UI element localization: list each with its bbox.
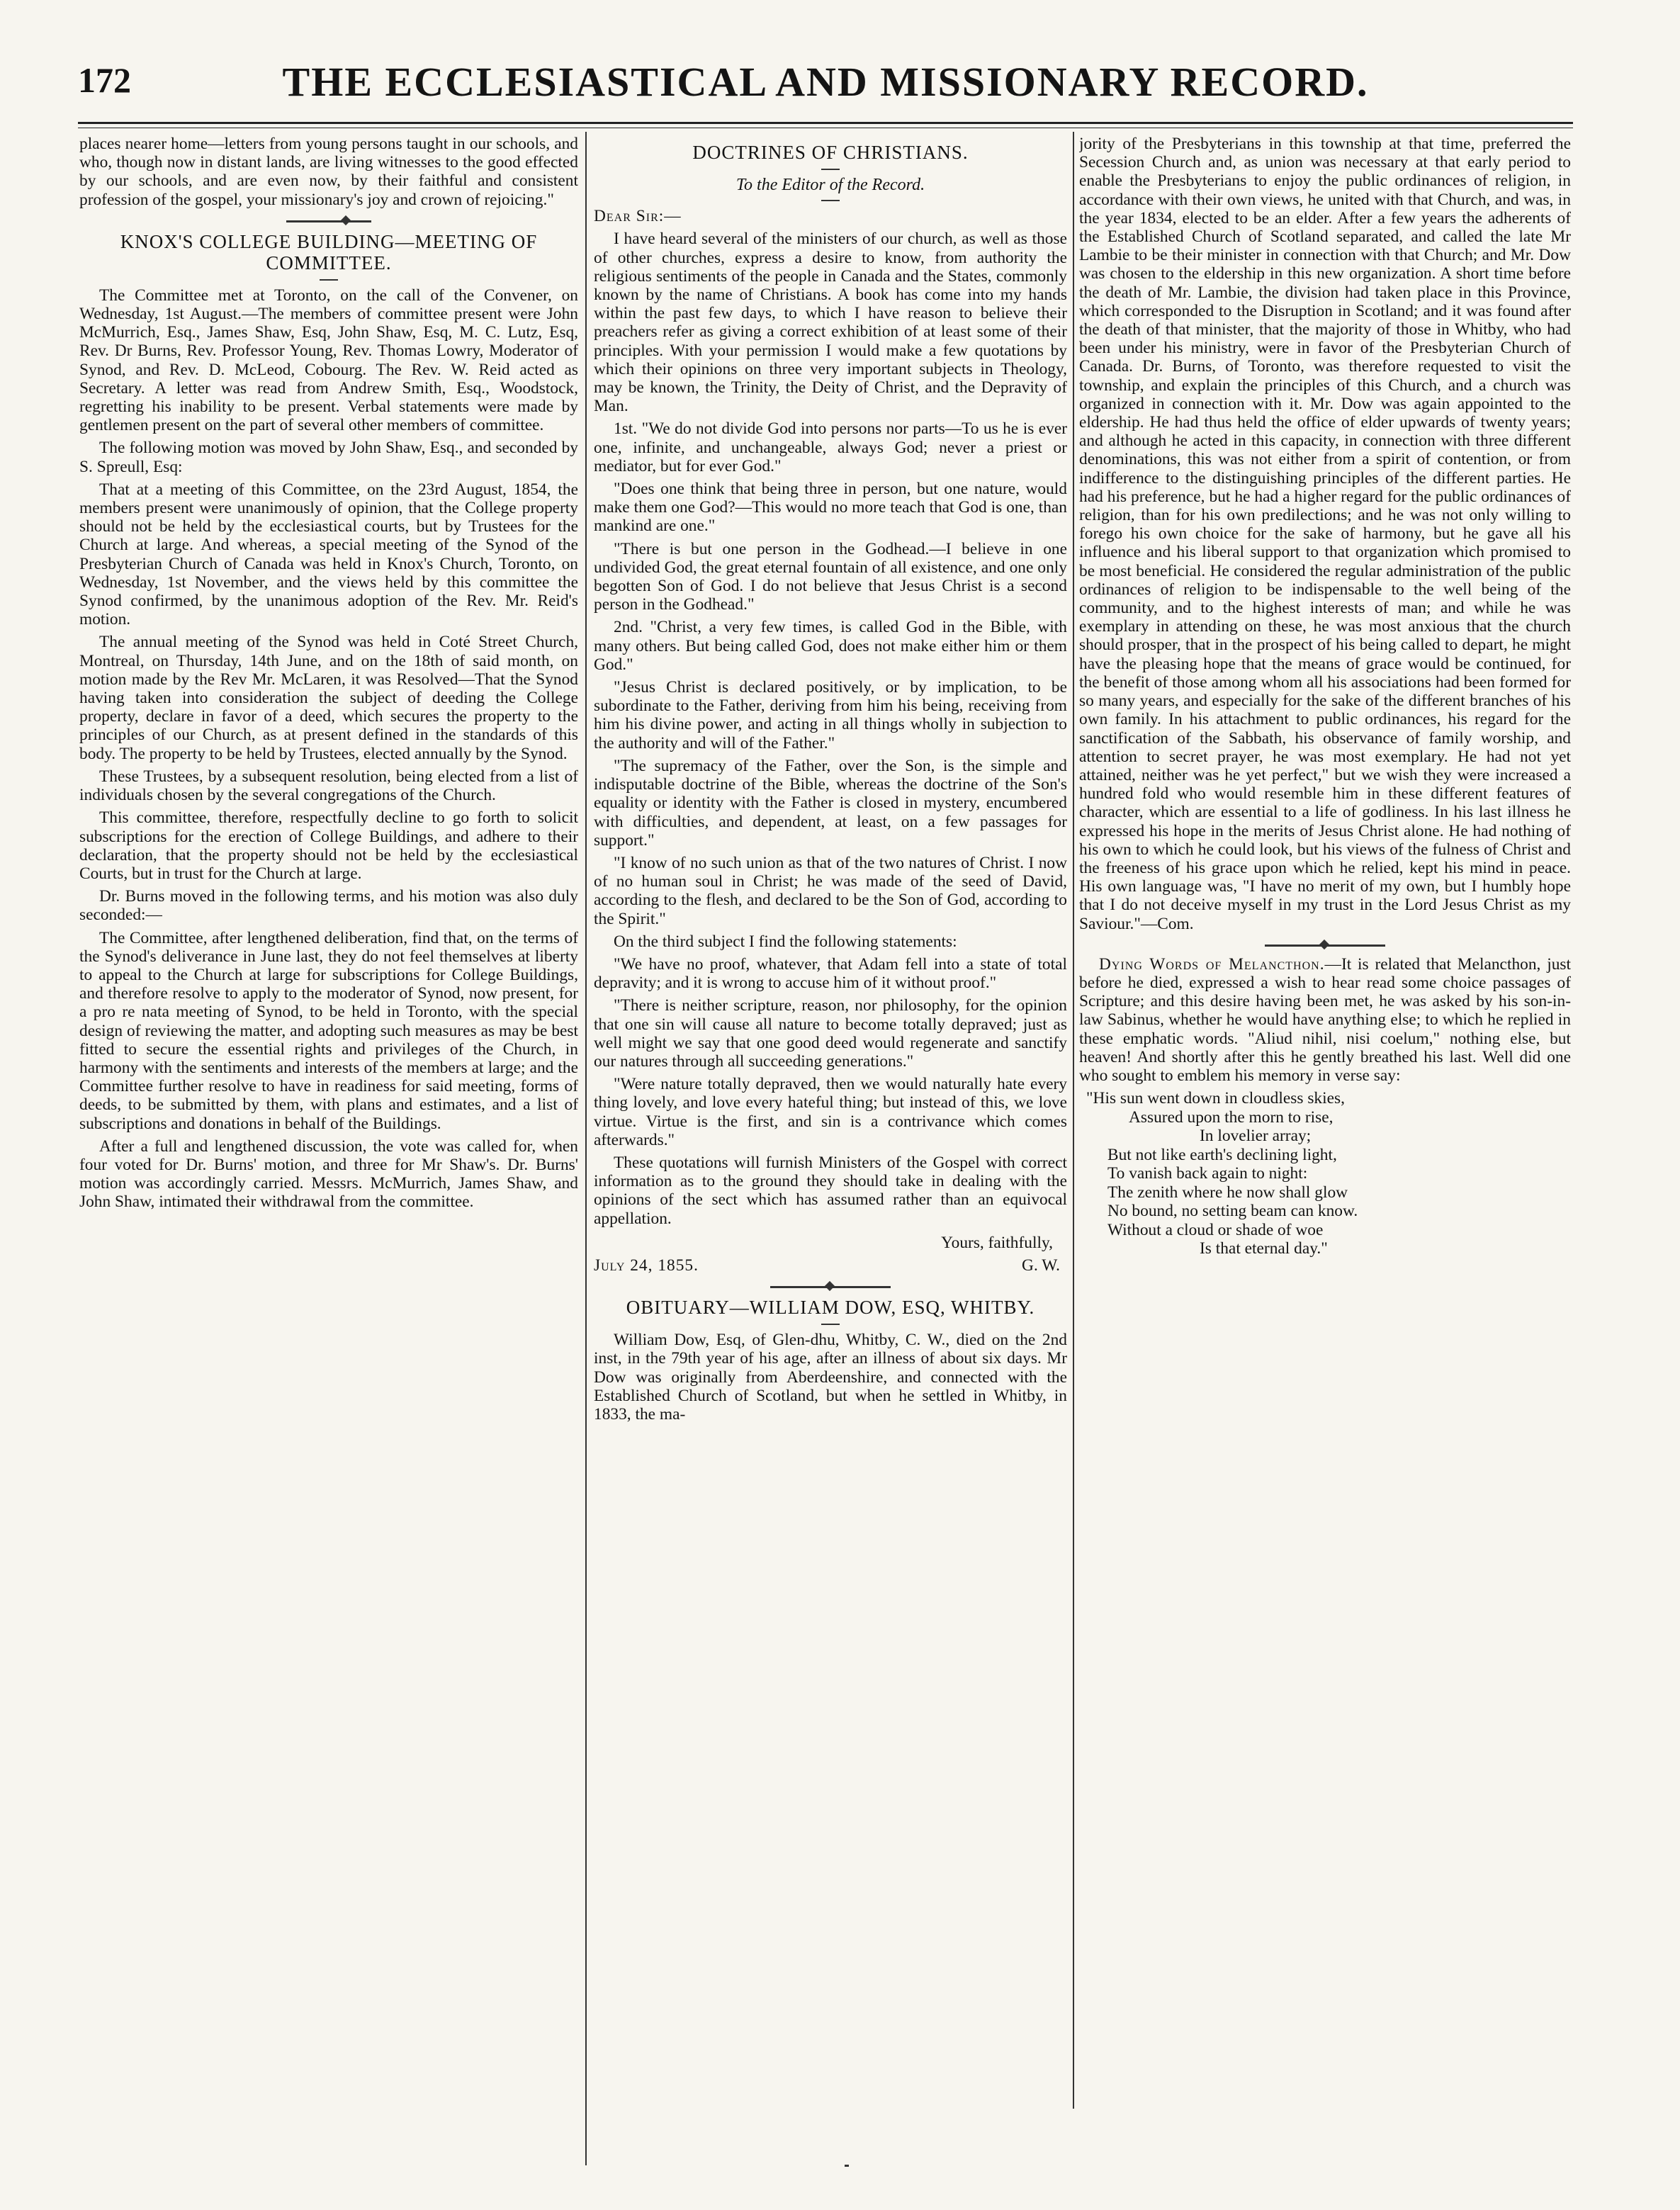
verse-line: Without a cloud or shade of woe: [1107, 1220, 1324, 1239]
section-ornament: [1265, 945, 1385, 947]
paragraph: On the third subject I find the following statements:: [614, 932, 957, 951]
section-ornament: [770, 1286, 891, 1288]
letter-dateline: [594, 1256, 1060, 1275]
dash-rule: [320, 279, 338, 281]
paragraph: After a full and lengthened discussion, the vote was called for, when four voted for Dr. Burns' motion, and three for Mr Shaw's. Dr. Burns' motion was accordingly carried. Messrs. McMurrich, James Shaw, and John Shaw, intimated their withdrawal from the committee.: [79, 1137, 578, 1212]
verse-line: Assured upon the morn to rise,: [1129, 1107, 1334, 1127]
salutation: Dear Sir:—: [594, 207, 682, 226]
letter-signoff: Yours, faithfully,: [941, 1233, 1053, 1252]
column-1: [79, 135, 578, 2140]
paragraph: William Dow, Esq, of Glen-dhu, Whitby, C. W., died on the 2nd inst, in the 79th year of his age, after an illness of about six days. Mr Dow was originally from Aberdeenshire, and connected with the Established Church of Scotland, but when he settled in Whitby, in 1833, the ma-: [594, 1331, 1067, 1423]
verse-line: The zenith where he now shall glow: [1107, 1183, 1348, 1202]
paragraph: The Committee, after lengthened deliberation, find that, on the terms of the Synod's deliverance in June last, they do not feel themselves at liberty to appeal to the Church at large for subscriptions for College Buildings, and therefore resolve to apply to the moderator of Synod, now present, for a pro re nata meeting of Synod, to be held in Toronto, with the special design of reviewing the matter, and adopting such measures as may be best fitted to secure the essential rights and privileges of the Church, in harmony with the sentiments and interests of the members at large; and the Committee further resolve to have in readiness for said meeting, forms of deeds, to be submitted by them, with plans and estimates, and a list of subscriptions and donations in behalf of the Buildings.: [79, 928, 578, 1133]
obituary-heading: OBITUARY—WILLIAM DOW, ESQ, WHITBY.: [626, 1297, 1035, 1319]
letter-date: July 24, 1855.: [594, 1256, 699, 1275]
paragraph: 2nd. "Christ, a very few times, is called God in the Bible, with many others. But being called God, does not make either him or them God.": [594, 618, 1067, 674]
paragraph: This committee, therefore, respectfully decline to go forth to solicit subscriptions for the erection of College Buildings, and adhere to their declaration, that the property should not be held by the ecclesiastical Courts, but in trust for the Church at large.: [79, 808, 578, 883]
paragraph: I have heard several of the ministers of our church, as well as those of other churches, express a desire to know, from authority the religious sentiments of the people in Canada and the States, commonly known by the name of Christians. A book has come into my hands within the past few days, to which I have reason to believe their preachers refer as giving a correct exhibition of at least some of their principles. With your permission I would make a few quotations by which their opinions on three very important subjects in Theology, may be known, the Trinity, the Deity of Christ, and the Depravity of Man.: [594, 230, 1067, 416]
paragraph: The following motion was moved by John Shaw, Esq., and seconded by S. Spreull, Esq:: [79, 439, 578, 476]
article-heading: KNOX'S COLLEGE BUILDING—MEETING OF COMMITTEE.: [120, 230, 538, 274]
masthead-title: THE ECCLESIASTICAL AND MISSIONARY RECORD.: [282, 59, 1369, 105]
article-subheading: To the Editor of the Record.: [735, 176, 925, 194]
header-rule-thick: [78, 122, 1573, 124]
paragraph: The annual meeting of the Synod was held in Coté Street Church, Montreal, on Thursday, 14th June, and on the 18th of said month, on motion made by the Rev Mr. McLaren, it was Resolved—That the Synod having taken into consideration the subject of deeding the College property, declare in favor of a deed, which secures the property to the principles of our Church, as at present defined in the standards of this body. The property to be held by Trustees, elected annually by the Synod.: [79, 633, 578, 763]
verse-line: But not like earth's declining light,: [1107, 1145, 1337, 1164]
page-header: [78, 50, 1573, 106]
paragraph: These quotations will furnish Ministers of the Gospel with correct information as to the ground they should take in dealing with the opinions of the sect which has assumed rather than an equivocal appellation.: [594, 1153, 1067, 1228]
article-heading: DOCTRINES OF CHRISTIANS.: [692, 142, 969, 163]
paragraph: "Jesus Christ is declared positively, or by implication, to be subordinate to the Father, deriving from him his being, receiving from him his divine power, and acting in all things wholly in subjection to the authority and will of the Father.": [594, 678, 1067, 752]
verse-line: "His sun went down in cloudless skies,: [1086, 1089, 1345, 1108]
paragraph: 1st. "We do not divide God into persons nor parts—To us he is ever one, infinite, and unchangeable, always God; never a priest or mediator, but for ever God.": [594, 419, 1067, 475]
print-mark: [845, 2165, 849, 2167]
paragraph: "Were nature totally depraved, then we would naturally hate every thing lovely, and love every hateful thing; but instead of this, we love virtue. Virtue is the first, and sin is a contrivance which comes afterwards.": [594, 1075, 1067, 1149]
paragraph: "I know of no such union as that of the two natures of Christ. I now of no human soul in Christ; he was made of the seed of David, according to the flesh, and declared to be the Son of God, according to the Spirit.": [594, 853, 1067, 928]
verse-line: No bound, no setting beam can know.: [1107, 1202, 1358, 1221]
verse-line: In lovelier array;: [1200, 1127, 1312, 1146]
obituary-continued: jority of the Presbyterians in this township at that time, preferred the Secession Church and, as union was necessary at that early period to enable the Presbyterians to enjoy the public ordinances of religion, in accordance with their own views, he united with that Church, and was, in the year 1834, elected to be an elder. After a few years the adherents of the Established Church of Scotland separated, and called the late Mr Lambie to be their minister in connection with that Church; and Mr. Dow was chosen to the eldership in this new organization. A short time before the death of Mr. Lambie, the division had taken place in this Province, which corresponded to the Disruption in Scotland; and it was found after the death of that minister, that the majority of those in Whitby, who had been under his ministry, were in favor of the Presbyterian Church of Canada. Dr. Burns, of Toronto, was therefore requested to visit the township, and explain the principles of this Church, and a church was organized in connection with it. Mr. Dow was again appointed to the eldership. He had thus held the office of elder upwards of twenty years; and although he acted in this capacity, in connection with three different denominations, this was not either from a spirit of contention, or from indifference to the distinguishing principles of the different parties. He had his preference, but he had a higher regard for the public ordinances of religion, than for his own predilections; and he was not only willing to forego his own choice for the sake of harmony, but he gave all his influence and his liberal support to that organization which promised to be most beneficial. He considered the regular administration of the public ordinances of religion to be indispensable to the well being of the community, and to the highest interests of man; and while he was exemplary in attending on these, he was most anxious that the church should prosper, that in the prospect of his being called to depart, he might have the pleasing hope that the means of grace would be continued, for the benefit of those among whom all his associations had been formed for so many years, and especially for the sake of the different branches of his own family. In his attachment to public ordinances, his regard for the sanctification of the Sabbath, his observance of family worship, and attention to secret prayer, he was most exemplary. He had not yet attained, neither was he yet perfect," but we wish they were increased a hundred fold who would resemble him in these different features of character, which are essential to a life of godliness. In his last illness he expressed his hope in the merits of Jesus Christ alone. He had nothing of his own to which he could look, but his views of the fulness of Christ and the freeness of his grace upon which he relied, kept his mind in peace. His own language was, "I have no merit of my own, but I humbly hope that I do not deceive myself in my trust in the Lord Jesus Christ as my Saviour."—Com.: [1079, 135, 1571, 933]
letter-initials: G. W.: [1022, 1256, 1060, 1275]
paragraph: That at a meeting of this Committee, on the 23rd August, 1854, the members present were unanimously of opinion, that the College property should not be held by the ecclesiastical courts, but by Trustees for the Church at large. And whereas, a special meeting of the Synod of the Presbyterian Church of Canada was held in Knox's Church, Toronto, on Wednesday, 1st November, and the views held by this committee the Synod confirmed, by the unanimous adoption of the Rev. Mr. Reid's motion.: [79, 480, 578, 629]
paragraph: "Does one think that being three in person, but one nature, would make them one God?—This would no more teach that God is one, than mankind are one.": [594, 480, 1067, 536]
verse-line: To vanish back again to night:: [1107, 1164, 1308, 1183]
column-2: [594, 135, 1067, 2140]
melancthon-paragraph: [1079, 955, 1571, 1085]
page-number: 172: [78, 60, 131, 100]
verse: [1086, 1089, 1571, 1258]
verse-line: Is that eternal day.": [1200, 1239, 1328, 1258]
column-3: [1079, 135, 1571, 2140]
column-divider: [1073, 132, 1074, 2109]
section-ornament: [286, 220, 371, 222]
paragraph: "There is neither scripture, reason, nor philosophy, for the opinion that one sin will cause all nature to become totally depraved; just as well might we say that one good deed would regenerate and sanctify our natures through all succeeding generations.": [594, 996, 1067, 1071]
paragraph: Dr. Burns moved in the following terms, and his motion was also duly seconded:—: [79, 887, 578, 925]
paragraph: "The supremacy of the Father, over the Son, is the simple and indisputable doctrine of the Bible, whereas the doctrine of the Son's equality or identity with the Father is closed in mystery, encumbered with difficulties, and dependent, at least, on a few passages for support.": [594, 756, 1067, 850]
paragraph: "We have no proof, whatever, that Adam fell into a state of total depravity; and it is wrong to accuse him of it without proof.": [594, 954, 1067, 993]
melancthon-title: Dying Words of Melancthon.: [1099, 954, 1325, 974]
paragraph: "There is but one person in the Godhead.—I believe in one undivided God, the great eternal fountain of all existence, and one only begotten Son of God. I do not believe that Jesus Christ is a second person in the Godhead.": [594, 539, 1067, 614]
paragraph: The Committee met at Toronto, on the call of the Convener, on Wednesday, 1st August.—The members of committee present were John McMurrich, Esq., James Shaw, Esq, John Shaw, Esq, M. C. Lutz, Esq, Rev. Dr Burns, Rev. Professor Young, Rev. Thomas Lowry, Moderator of Synod, and Rev. D. McLeod, Cobourg. The Rev. W. Reid acted as Secretary. A letter was read from Andrew Smith, Esq., Woodstock, regretting his inability to be present. Verbal statements were made by gentlemen present on the part of several other members of committee.: [79, 286, 578, 435]
dash-rule: [821, 169, 840, 170]
melancthon-text: —It is related that Melancthon, just before he died, expressed a wish to hear read some choice passages of Scripture; and this desire having been met, he was asked by his son-in-law Sabinus, whether he would have anything else; to which he replied in these emphatic words. "Aliud nihil, nisi coelum," nothing else, but heaven! And shortly after this he gently breathed his last. Well did one who sought to emblem his memory in verse say:: [1079, 954, 1571, 1085]
column-divider: [585, 132, 587, 2165]
dash-rule: [821, 1324, 840, 1325]
continued-text: places nearer home—letters from young persons taught in our schools, and who, though now in distant lands, are living witnesses to the good effected by our schools, and are even now, by their faithful and consistent profession of the gospel, your missionary's joy and crown of rejoicing.": [79, 135, 578, 209]
dash-rule: [821, 200, 840, 201]
paragraph: These Trustees, by a subsequent resolution, being elected from a list of individuals chosen by the several congregations of the Church.: [79, 767, 578, 805]
